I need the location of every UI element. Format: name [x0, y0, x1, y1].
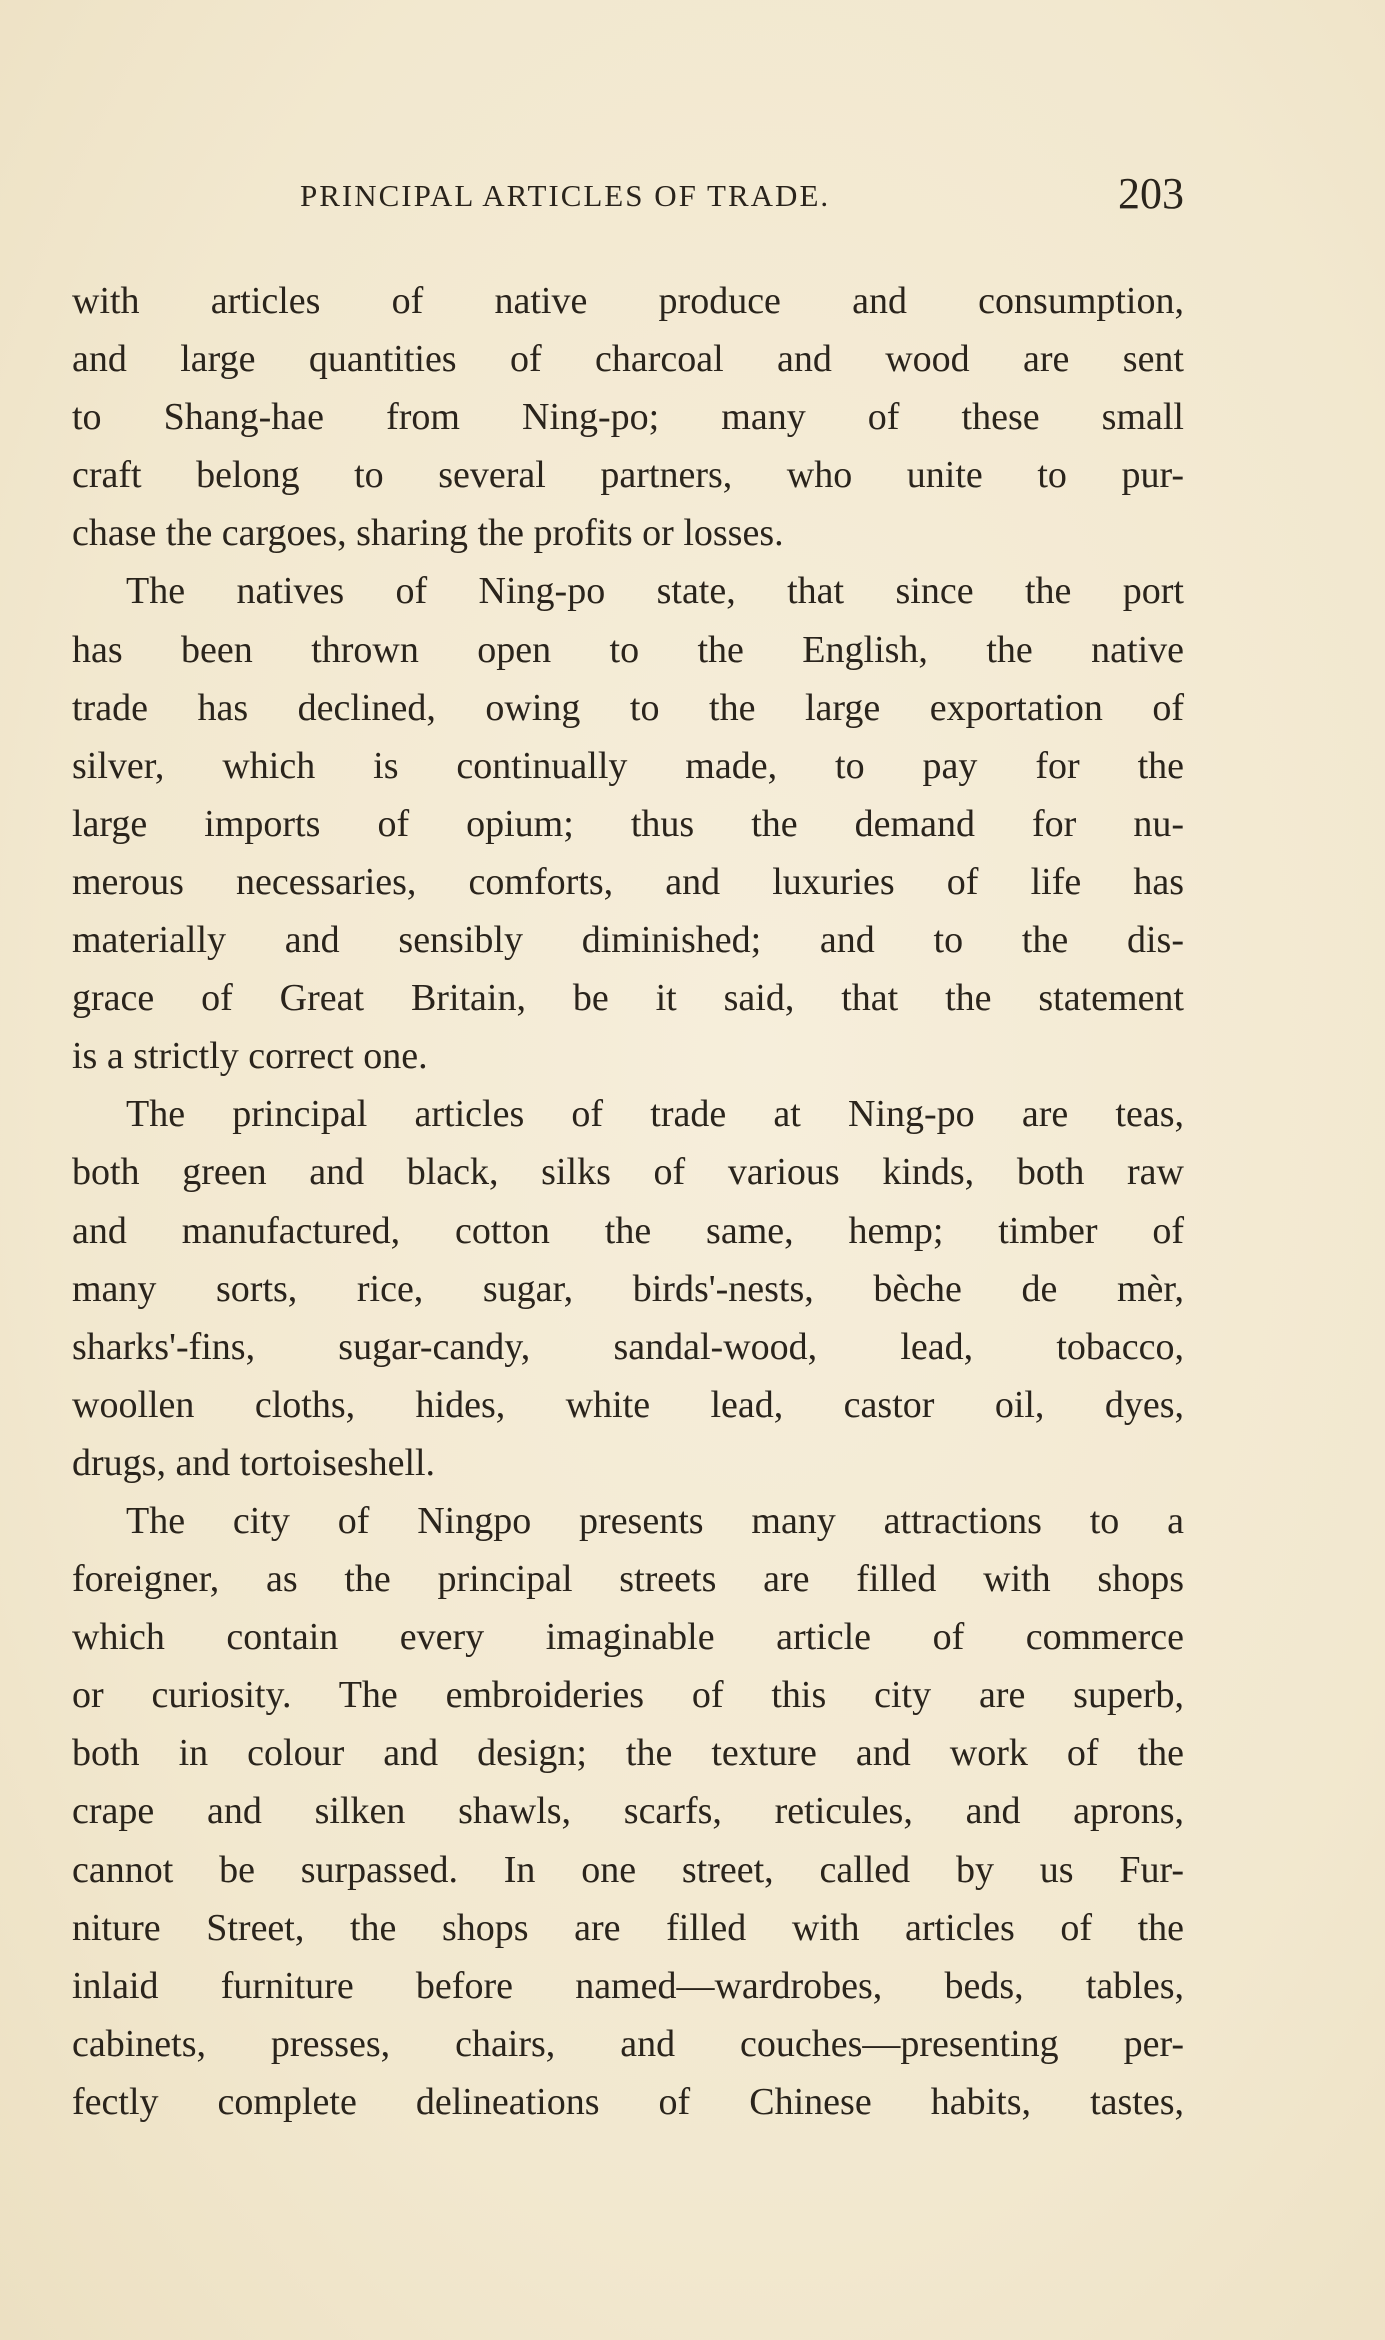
text-line: crape and silken shawls, scarfs, reticules, and aprons, — [72, 1790, 1184, 1833]
text-line: or curiosity. The embroideries of this city are superb, — [72, 1674, 1184, 1717]
text-line: fectly complete delineations of Chinese habits, tastes, — [72, 2080, 1184, 2123]
text-line: materially and sensibly diminished; and to the dis- — [72, 919, 1184, 962]
text-line: is a strictly correct one. — [72, 1035, 428, 1078]
text-line: trade has declined, owing to the large exportation of — [72, 686, 1184, 729]
text-line: has been thrown open to the English, the native — [72, 628, 1184, 671]
text-line: which contain every imaginable article of commerce — [72, 1616, 1184, 1659]
text-line: large imports of opium; thus the demand for nu- — [72, 802, 1184, 845]
text-line: cannot be surpassed. In one street, called by us Fur- — [72, 1848, 1184, 1891]
text-line: silver, which is continually made, to pay for the — [72, 744, 1184, 787]
text-line: and large quantities of charcoal and wood are sent — [72, 338, 1184, 381]
paragraph-first-line: The principal articles of trade at Ning-po are teas, — [126, 1093, 1184, 1136]
text-line: inlaid furniture before named—wardrobes, beds, tables, — [72, 1964, 1184, 2007]
text-line: merous necessaries, comforts, and luxuries of life has — [72, 860, 1184, 903]
text-line: niture Street, the shops are filled with articles of the — [72, 1906, 1184, 1949]
text-line: many sorts, rice, sugar, birds'-nests, bèche de mèr, — [72, 1267, 1184, 1310]
text-line: both green and black, silks of various kinds, both raw — [72, 1151, 1184, 1194]
text-line: drugs, and tortoiseshell. — [72, 1441, 436, 1484]
running-head: PRINCIPAL ARTICLES OF TRADE. — [300, 178, 831, 213]
text-line: and manufactured, cotton the same, hemp; timber of — [72, 1209, 1184, 1252]
text-line: with articles of native produce and consumption, — [72, 280, 1184, 322]
page-number: 203 — [1118, 169, 1184, 218]
text-line: foreigner, as the principal streets are filled with shops — [72, 1558, 1184, 1601]
paragraph-first-line: The natives of Ning-po state, that since the port — [126, 570, 1184, 613]
text-line: craft belong to several partners, who unite to pur- — [72, 454, 1184, 497]
page-header — [72, 168, 1184, 228]
text-line: to Shang-hae from Ning-po; many of these small — [72, 396, 1184, 439]
text-line: sharks'-fins, sugar-candy, sandal-wood, lead, tobacco, — [72, 1325, 1184, 1368]
paragraph-first-line: The city of Ningpo presents many attractions to a — [126, 1499, 1184, 1542]
text-line: woollen cloths, hides, white lead, castor oil, dyes, — [72, 1383, 1184, 1426]
text-line: grace of Great Britain, be it said, that the statement — [72, 977, 1184, 1020]
text-line: cabinets, presses, chairs, and couches—presenting per- — [72, 2022, 1184, 2065]
body-text — [72, 272, 1184, 2131]
text-line: chase the cargoes, sharing the profits or losses. — [72, 512, 784, 555]
text-line: both in colour and design; the texture and work of the — [72, 1732, 1184, 1775]
